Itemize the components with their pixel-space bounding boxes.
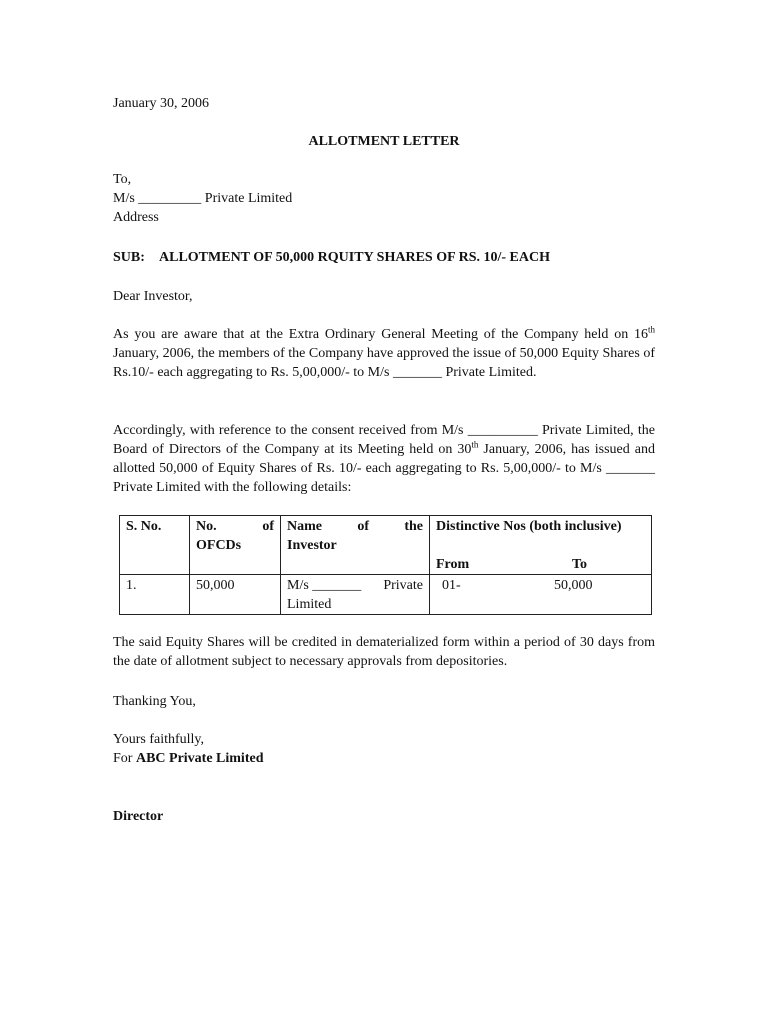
recipient-block [113,170,292,227]
cell-range [430,575,652,615]
paragraph-meeting-ordinal: th [647,324,655,335]
header-distinctive-title: Distinctive Nos (both inclusive) [436,519,622,534]
subject-label: SUB: [113,250,145,265]
header-investor [281,516,430,575]
closing-block [113,730,263,768]
paragraph-meeting [113,325,655,382]
cell-ofcds: 50,000 [190,575,281,615]
signatory-title: Director [113,809,164,824]
paragraph-meeting-text-b: January, 2006, the members of the Company have approved the issue of 50,000 Equity Shares of Rs.10/- each aggregating to Rs. 5,00,000/- to M/s _______ Private Limited. [113,346,655,380]
recipient-to: To, [113,172,132,187]
table-header-row [120,516,652,575]
cell-from: 01- [442,578,461,593]
closing-company-name: ABC Private Limited [135,751,264,766]
allotment-details-table [119,515,652,615]
closing-company-line [113,749,263,768]
recipient-address: Address [113,210,159,225]
paragraph-allotment-text-b: January, 2006, has issued and allotted 50,000 of Equity Shares of Rs. 10/- each aggregating to Rs. 5,00,000/- to M/s _______ Private Limited with the following details: [113,442,655,495]
paragraph-meeting-text-a: As you are aware that at the Extra Ordinary General Meeting of the Company held on 16 [113,327,648,342]
salutation: Dear Investor, [113,289,193,304]
paragraph-allotment [113,421,655,497]
header-investor-word-2: of [357,519,369,534]
header-ofcds-word-2: of [262,519,274,534]
cell-investor-name: M/s _______ [287,578,362,593]
thanks-line: Thanking You, [113,694,196,709]
header-distinctive [430,516,652,575]
header-ofcds-word-3: OFCDs [196,538,242,553]
letter-date: January 30, 2006 [113,96,210,111]
header-ofcds [190,516,281,575]
cell-investor-type: Private [383,578,423,593]
paragraph-allotment-text-a: Accordingly, with reference to the consent received from M/s __________ Private Limited, the Board of Directors of the Company at its Meeting held on 30 [113,423,655,457]
cell-sno: 1. [120,575,190,615]
header-investor-word-1: Name [287,519,322,534]
table-row [120,575,652,615]
paragraph-allotment-ordinal: th [471,439,479,450]
closing-for-label: For [113,751,136,766]
header-ofcds-word-1: No. [196,519,217,534]
paragraph-credit: The said Equity Shares will be credited in dematerialized form within a period of 30 days from the date of allotment subject to necessary approvals from depositories. [113,635,655,669]
letter-title: ALLOTMENT LETTER [308,134,460,149]
closing-line: Yours faithfully, [113,732,205,747]
cell-investor [281,575,430,615]
header-from: From [436,557,470,572]
subject-text: ALLOTMENT OF 50,000 RQUITY SHARES OF RS. 10/- EACH [159,250,551,265]
header-investor-word-4: Investor [287,538,337,553]
header-to: To [572,557,588,572]
header-investor-word-3: the [404,519,423,534]
subject-line [113,248,550,267]
header-sno: S. No. [120,516,190,575]
cell-to: 50,000 [554,578,593,593]
recipient-name: M/s _________ Private Limited [113,191,293,206]
cell-investor-suffix: Limited [287,597,332,612]
